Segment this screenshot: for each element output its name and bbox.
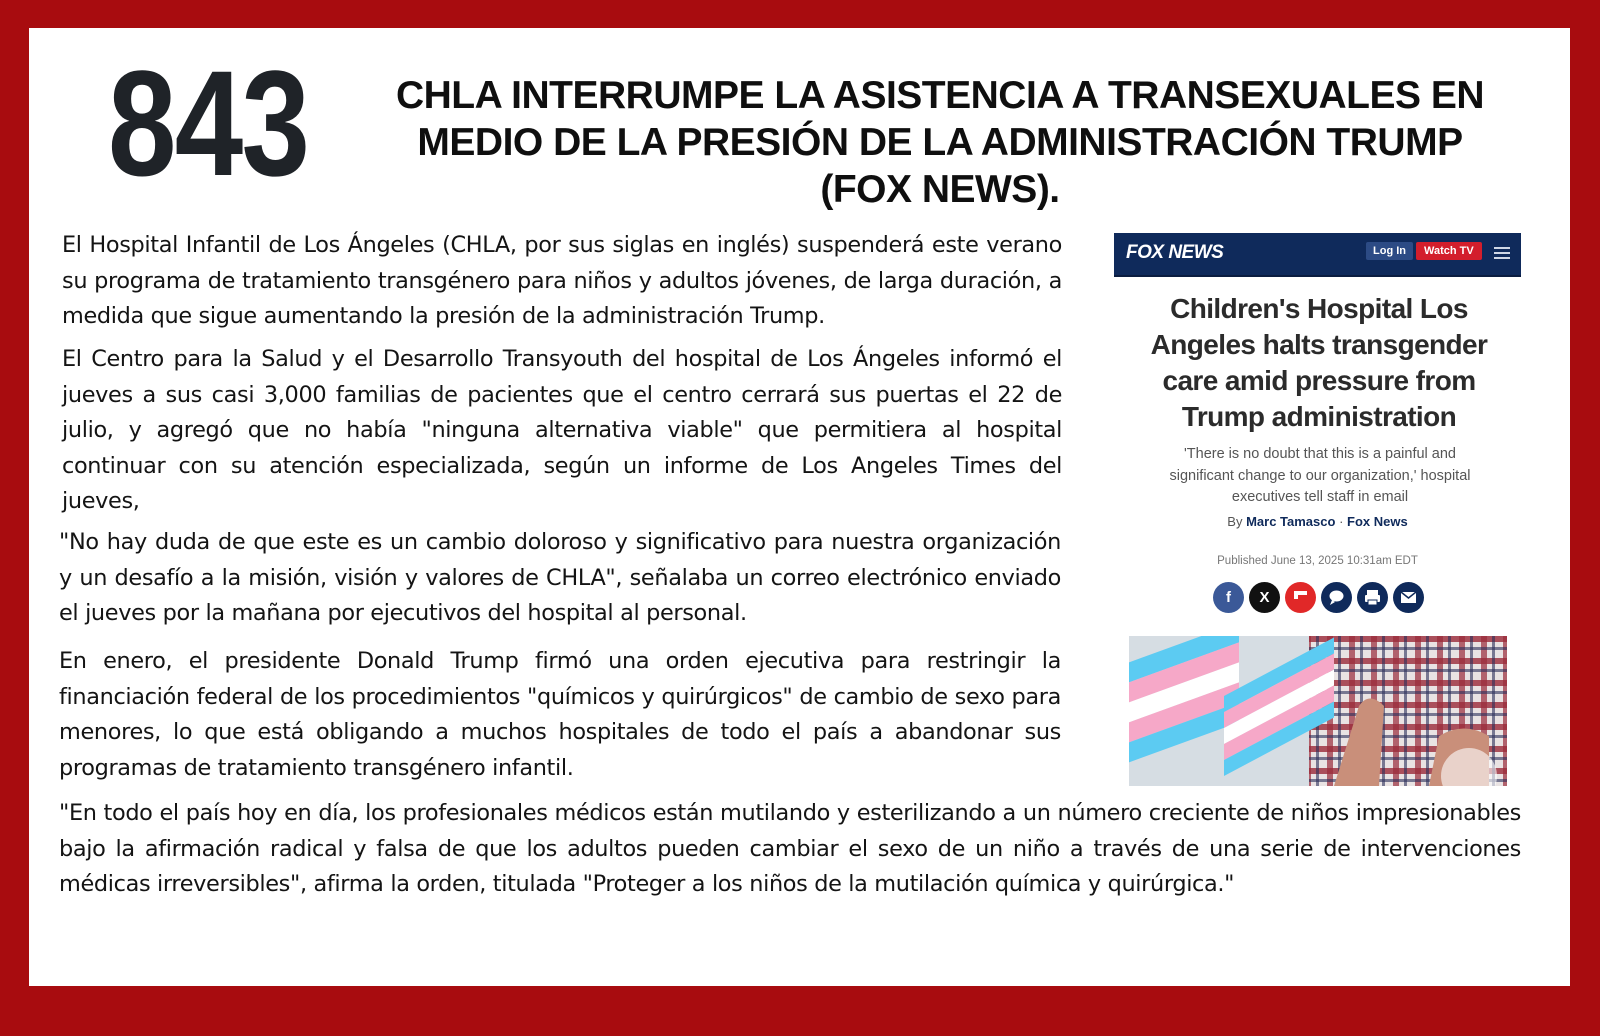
author-link[interactable]: Marc Tamasco xyxy=(1246,514,1336,529)
byline xyxy=(1114,514,1521,529)
body-paragraph-2: El Centro para la Salud y el Desarrollo Transyouth del hospital de Los Ángeles informó el jueves a sus casi 3,000 familias de pacientes que el centro cerrará sus puertas el 22 de julio, y agregó que no había "ninguna alternativa viable" que permitiera al hospital continuar con su atención especializada, según un informe de Los Angeles Times del jueves, xyxy=(62,346,1062,514)
article-subtitle: 'There is no doubt that this is a painful and significant change to our organization,' hospital executives tell staff in email xyxy=(1169,446,1471,505)
outlet-link[interactable]: Fox News xyxy=(1347,514,1408,529)
fox-news-logo[interactable]: FOX NEWS xyxy=(1126,242,1224,263)
facebook-icon[interactable]: f xyxy=(1213,582,1244,613)
flipboard-icon[interactable] xyxy=(1285,582,1316,613)
watch-tv-button[interactable]: Watch TV xyxy=(1416,242,1482,260)
share-bar xyxy=(1213,582,1433,614)
email-icon[interactable] xyxy=(1393,582,1424,613)
article-title: Children's Hospital Los Angeles halts transgender care amid pressure from Trump administration xyxy=(1150,293,1488,432)
x-icon[interactable]: X xyxy=(1249,582,1280,613)
fox-news-header xyxy=(1114,233,1521,277)
byline-separator: · xyxy=(1339,514,1344,529)
published-date: Published June 13, 2025 10:31am EDT xyxy=(1217,555,1418,567)
body-paragraph-5: "En todo el país hoy en día, los profesionales médicos están mutilando y esterilizando a un número creciente de niños impresionables bajo la afirmación radical y falsa de que los adultos pueden cambiar el sexo de un niño a través de una serie de intervenciones médicas irreversibles", afirma la orden, titulada "Proteger a los niños de la mutilación química y quirúrgica." xyxy=(59,800,1521,897)
comment-icon[interactable] xyxy=(1321,582,1352,613)
body-paragraph-3: "No hay duda de que este es un cambio doloroso y significativo para nuestra organización y un desafío a la misión, visión y valores de CHLA", señalaba un correo electrónico enviado el jueves por la mañana por ejecutivos del hospital al personal. xyxy=(59,529,1061,626)
issue-number: 843 xyxy=(108,39,309,207)
login-button[interactable]: Log In xyxy=(1366,242,1413,260)
headline: CHLA INTERRUMPE LA ASISTENCIA A TRANSEXUALES EN MEDIO DE LA PRESIÓN DE LA ADMINISTRACIÓN TRUMP (FOX NEWS). xyxy=(395,74,1485,211)
body-paragraph-1: El Hospital Infantil de Los Ángeles (CHLA, por sus siglas en inglés) suspenderá este verano su programa de tratamiento transgénero para niños y adultos jóvenes, de larga duración, a medida que sigue aumentando la presión de la administración Trump. xyxy=(62,232,1062,329)
by-label: By xyxy=(1227,514,1243,529)
print-icon[interactable] xyxy=(1357,582,1388,613)
hamburger-menu-icon[interactable] xyxy=(1494,247,1510,259)
article-photo xyxy=(1129,636,1507,786)
body-paragraph-4: En enero, el presidente Donald Trump firmó una orden ejecutiva para restringir la financiación federal de los procedimientos "químicos y quirúrgicos" de cambio de sexo para menores, lo que está obligando a muchos hospitales de todo el país a abandonar sus programas de tratamiento transgénero infantil. xyxy=(59,648,1061,781)
